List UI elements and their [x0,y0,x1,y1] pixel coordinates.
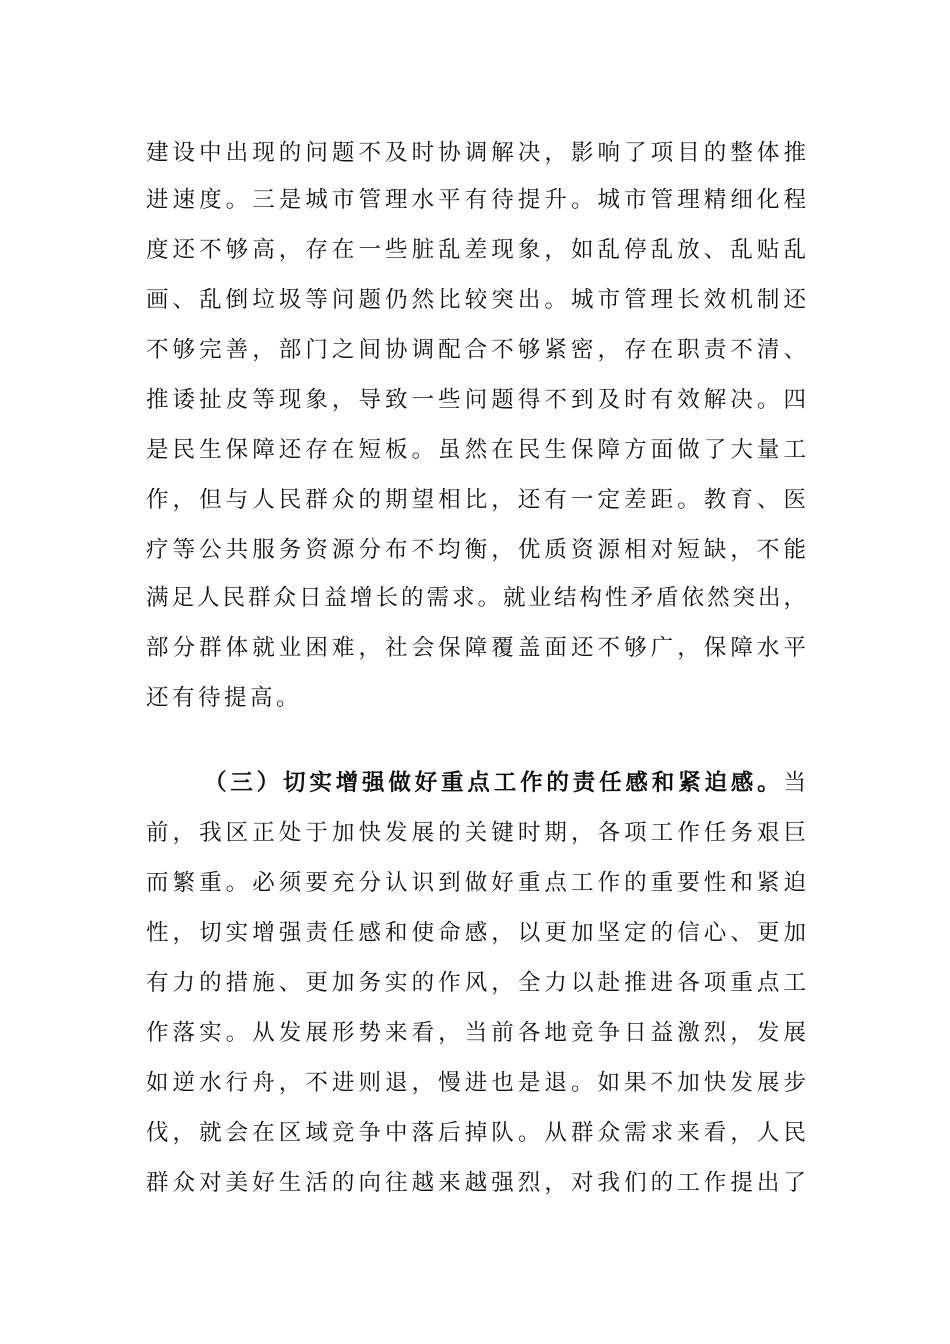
text-line: 作，但与人民群众的期望相比，还有一定差距。教育、医 [146,487,806,513]
text-line: 还有待提高。 [146,685,303,711]
text-line: 伐，就会在区域竞争中落后掉队。从群众需求来看，人民 [146,1120,806,1146]
text-line: 疗等公共服务资源分布不均衡，优质资源相对短缺，不能 [146,537,806,563]
text-line: 作落实。从发展形势来看，当前各地竞争日益激烈，发展 [146,1020,806,1046]
text-line: 群众对美好生活的向往越来越强烈，对我们的工作提出了 [146,1170,806,1196]
text-line: 如逆水行舟，不进则退，慢进也是退。如果不加快发展步 [146,1070,806,1096]
text-line: 性，切实增强责任感和使命感，以更加坚定的信心、更加 [146,920,806,946]
text-line: 画、乱倒垃圾等问题仍然比较突出。城市管理长效机制还 [146,287,806,313]
section-heading: （三）切实增强做好重点工作的责任感和紧迫感。 [204,770,784,796]
heading-trailing-text: 当 [783,770,806,796]
text-line: 而繁重。必须要充分认识到做好重点工作的重要性和紧迫 [146,870,806,896]
text-line: 是民生保障还存在短板。虽然在民生保障方面做了大量工 [146,437,806,463]
text-line: 进速度。三是城市管理水平有待提升。城市管理精细化程 [146,187,806,213]
text-line: 前，我区正处于加快发展的关键时期，各项工作任务艰巨 [146,820,806,846]
text-line: 推诿扯皮等现象，导致一些问题得不到及时有效解决。四 [146,387,806,413]
text-line: 度还不够高，存在一些脏乱差现象，如乱停乱放、乱贴乱 [146,237,806,263]
text-line: 满足人民群众日益增长的需求。就业结构性矛盾依然突出， [146,585,806,611]
text-line: 部分群体就业困难，社会保障覆盖面还不够广，保障水平 [146,635,806,661]
text-line: 不够完善，部门之间协调配合不够紧密，存在职责不清、 [146,337,806,363]
text-line: 建设中出现的问题不及时协调解决，影响了项目的整体推 [146,140,806,166]
paragraph-2-first-line [204,768,806,798]
text-line: 有力的措施、更加务实的作风，全力以赴推进各项重点工 [146,970,806,996]
